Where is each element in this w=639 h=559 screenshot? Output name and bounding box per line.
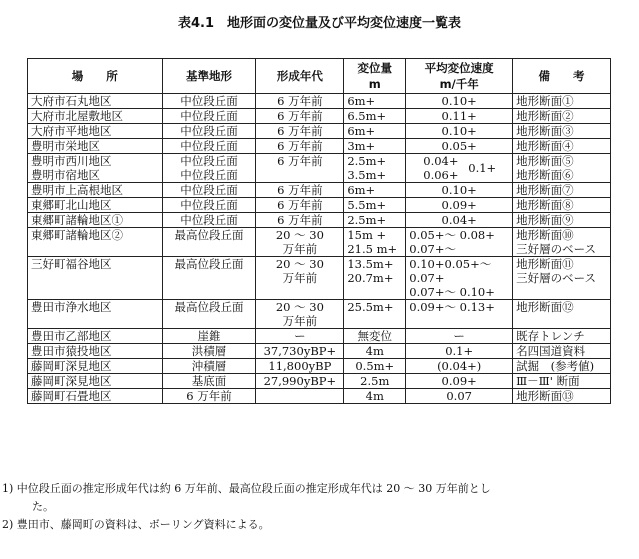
header-row: [28, 59, 611, 94]
table-row: 藤岡町石畳地区 6 万年前 4m 0.07 地形断面⑬: [28, 389, 611, 404]
col-place: 場 所: [28, 59, 163, 94]
table-row: 豊明市栄地区 中位段丘面 6 万年前 3m+ 0.05+ 地形断面④: [28, 139, 611, 154]
table-row: 豊田市浄水地区 最高位段丘面 20 〜 30 万年前 25.5m+ 0.09+〜 0.13+ 地形断面⑫: [28, 300, 611, 329]
rate-sum: 0.1+: [468, 161, 497, 175]
col-displacement: 変位量 m: [344, 59, 406, 94]
col-remarks: 備 考: [513, 59, 611, 94]
table-row: 豊明市上高根地区 中位段丘面 6 万年前 6m+ 0.10+ 地形断面⑦: [28, 183, 611, 198]
footnote-1: 1) 中位段丘面の推定形成年代は約 6 万年前、最高位段丘面の推定形成年代は 20 〜 30 万年前とし: [2, 482, 491, 495]
table-row: 東郷町諸輪地区② 最高位段丘面 20 〜 30 万年前 15m + 21.5 m+ 0.05+〜 0.08+ 0.07+〜 地形断面⑩ 三好層のベース: [28, 228, 611, 257]
footnotes: [2, 480, 491, 534]
table-row: 藤岡町深見地区 基底面 27,990yBP+ 2.5m 0.09+ Ⅲ－Ⅲ' 断面: [28, 374, 611, 389]
table-row: 藤岡町深見地区 沖積層 11,800yBP 0.5m+ (0.04+) 試掘 (参考値): [28, 359, 611, 374]
footnote-1-cont: た。: [32, 500, 54, 513]
table-row: 東郷町諸輪地区① 中位段丘面 6 万年前 2.5m+ 0.04+ 地形断面⑨: [28, 213, 611, 228]
col-age: 形成年代: [256, 59, 344, 94]
col-surface: 基準地形: [162, 59, 256, 94]
table-row: 豊明市西川地区 豊明市宿地区 中位段丘面 中位段丘面 6 万年前 2.5m+ 3.5m+ 0.04+ 0.06+ 0.1+ 地形断面⑤ 地形断面⑥: [28, 154, 611, 183]
table-row: 豊田市猿投地区 洪積層 37,730yBP+ 4m 0.1+ 名四国道資料: [28, 344, 611, 359]
table-row: 東郷町北山地区 中位段丘面 6 万年前 5.5m+ 0.09+ 地形断面⑧: [28, 198, 611, 213]
footnote-2: 2) 豊田市、藤岡町の資料は、ボーリング資料による。: [2, 518, 270, 531]
col-rate: 平均変位速度 m/千年: [406, 59, 513, 94]
table-row: 大府市石丸地区 中位段丘面 6 万年前 6m+ 0.10+ 地形断面①: [28, 94, 611, 109]
displacement-table: [27, 58, 611, 404]
table-row: 三好町福谷地区 最高位段丘面 20 〜 30 万年前 13.5m+ 20.7m+ 0.10+0.05+〜 0.07+ 0.07+〜 0.10+ 地形断面⑪ 三好層のベース: [28, 257, 611, 300]
table-row: 大府市北屋敷地区 中位段丘面 6 万年前 6.5m+ 0.11+ 地形断面②: [28, 109, 611, 124]
table-row: 豊田市乙部地区 崖錐 ー 無変位 ー 既存トレンチ: [28, 329, 611, 344]
table-title: 表4.1 地形面の変位量及び平均変位速度一覧表: [177, 16, 462, 31]
table-row: 大府市平地地区 中位段丘面 6 万年前 6m+ 0.10+ 地形断面③: [28, 124, 611, 139]
